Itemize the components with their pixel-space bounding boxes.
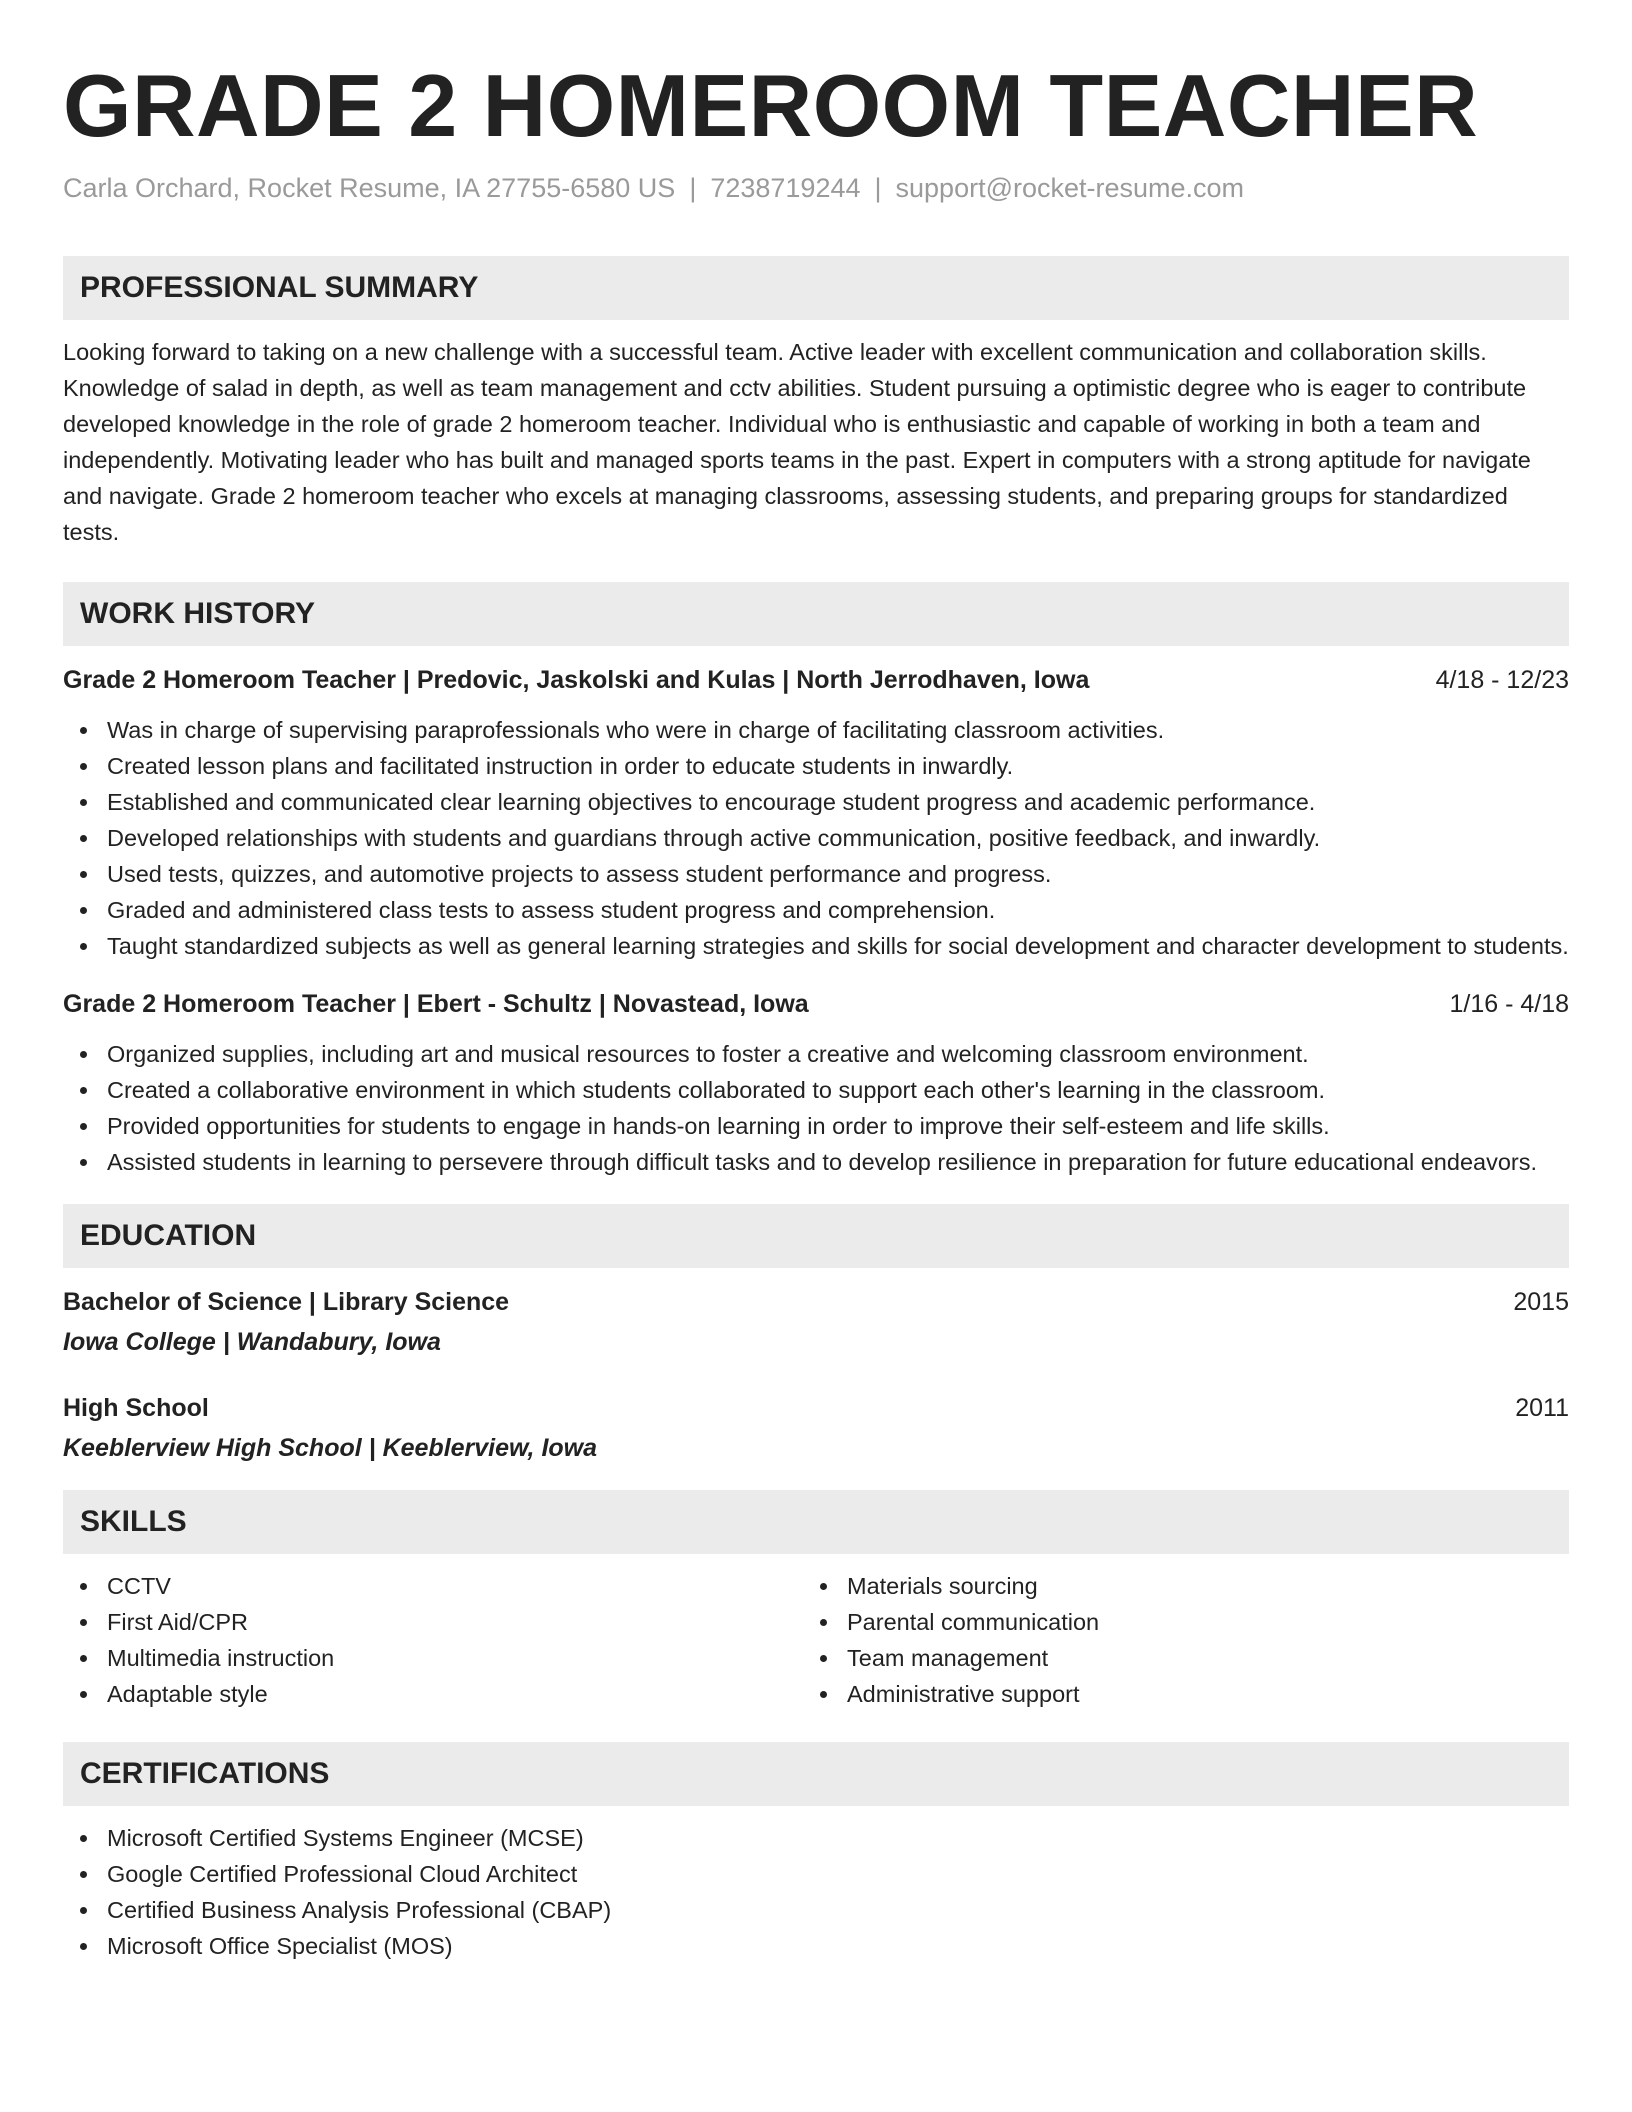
skills-column <box>803 1568 1569 1712</box>
contact-address: Carla Orchard, Rocket Resume, IA 27755-6580 US <box>63 173 676 203</box>
skill-item: Team management <box>847 1640 1569 1676</box>
certification-item: Microsoft Office Specialist (MOS) <box>107 1928 1569 1964</box>
skills-list <box>803 1568 1569 1712</box>
job-bullet: Developed relationships with students and guardians through active communication, positive feedback, and inwardly. <box>107 820 1569 856</box>
skill-item: Administrative support <box>847 1676 1569 1712</box>
skill-item: Parental communication <box>847 1604 1569 1640</box>
education-heading <box>63 1390 1569 1426</box>
job-bullet: Taught standardized subjects as well as general learning strategies and skills for social development and character development to students. <box>107 928 1569 964</box>
skill-item: Adaptable style <box>107 1676 803 1712</box>
education-year: 2011 <box>1515 1394 1569 1422</box>
skill-item: First Aid/CPR <box>107 1604 803 1640</box>
education-degree: High School <box>63 1394 209 1422</box>
certification-item: Certified Business Analysis Professional (CBAP) <box>107 1892 1569 1928</box>
education-heading <box>63 1284 1569 1320</box>
skill-item: Materials sourcing <box>847 1568 1569 1604</box>
job-bullet: Was in charge of supervising paraprofessionals who were in charge of facilitating classroom activities. <box>107 712 1569 748</box>
skills-grid <box>63 1568 1569 1712</box>
job-bullet: Created lesson plans and facilitated instruction in order to educate students in inwardly. <box>107 748 1569 784</box>
job-title: Grade 2 Homeroom Teacher | Ebert - Schultz | Novastead, Iowa <box>63 990 809 1018</box>
contact-separator: | <box>689 173 697 203</box>
job-dates: 1/16 - 4/18 <box>1449 990 1569 1018</box>
job-bullet: Provided opportunities for students to engage in hands-on learning in order to improve their self-esteem and life skills. <box>107 1108 1569 1144</box>
section-header-certifications: CERTIFICATIONS <box>63 1742 1569 1806</box>
resume-title: GRADE 2 HOMEROOM TEACHER <box>63 56 1479 155</box>
job-heading <box>63 986 1569 1022</box>
education-school: Iowa College | Wandabury, Iowa <box>63 1328 441 1356</box>
contact-separator: | <box>874 173 882 203</box>
job-bullet: Assisted students in learning to persevere through difficult tasks and to develop resilience in preparation for future educational endeavors. <box>107 1144 1569 1180</box>
skill-item: CCTV <box>107 1568 803 1604</box>
contact-email: support@rocket-resume.com <box>895 173 1245 203</box>
job-bullet: Used tests, quizzes, and automotive projects to assess student performance and progress. <box>107 856 1569 892</box>
education-year: 2015 <box>1513 1288 1569 1316</box>
skill-item: Multimedia instruction <box>107 1640 803 1676</box>
education-school: Keeblerview High School | Keeblerview, Iowa <box>63 1434 598 1462</box>
job-bullet: Graded and administered class tests to assess student progress and comprehension. <box>107 892 1569 928</box>
job-title: Grade 2 Homeroom Teacher | Predovic, Jaskolski and Kulas | North Jerrodhaven, Iowa <box>63 666 1090 694</box>
contact-line <box>63 170 1569 206</box>
job-bullet: Organized supplies, including art and musical resources to foster a creative and welcoming classroom environment. <box>107 1036 1569 1072</box>
skills-list <box>63 1568 803 1712</box>
certifications-list <box>63 1820 1569 1964</box>
education-degree: Bachelor of Science | Library Science <box>63 1288 510 1316</box>
job-bullet: Created a collaborative environment in which students collaborated to support each other's learning in the classroom. <box>107 1072 1569 1108</box>
job-dates: 4/18 - 12/23 <box>1435 666 1569 694</box>
section-header-summary: PROFESSIONAL SUMMARY <box>63 256 1569 320</box>
certification-item: Google Certified Professional Cloud Architect <box>107 1856 1569 1892</box>
contact-phone: 7238719244 <box>710 173 861 203</box>
job-heading <box>63 662 1569 698</box>
section-header-education: EDUCATION <box>63 1204 1569 1268</box>
section-header-skills: SKILLS <box>63 1490 1569 1554</box>
summary-text: Looking forward to taking on a new challenge with a successful team. Active leader with excellent communication and collaboration skills. Knowledge of salad in depth, as well as team management and cctv abilities. Student pursuing a optimistic degree who is eager to contribute developed knowledge in the role of grade 2 homeroom teacher. Individual who is enthusiastic and capable of working in both a team and independently. Motivating leader who has built and managed sports teams in the past. Expert in computers with a strong aptitude for navigate and navigate. Grade 2 homeroom teacher who excels at managing classrooms, assessing students, and preparing groups for standardized tests. <box>63 339 1531 545</box>
job-bullet-list <box>63 1036 1569 1180</box>
certification-item: Microsoft Certified Systems Engineer (MCSE) <box>107 1820 1569 1856</box>
job-bullet: Established and communicated clear learning objectives to encourage student progress and academic performance. <box>107 784 1569 820</box>
job-bullet-list <box>63 712 1569 964</box>
skills-column <box>63 1568 803 1712</box>
section-header-work-history: WORK HISTORY <box>63 582 1569 646</box>
